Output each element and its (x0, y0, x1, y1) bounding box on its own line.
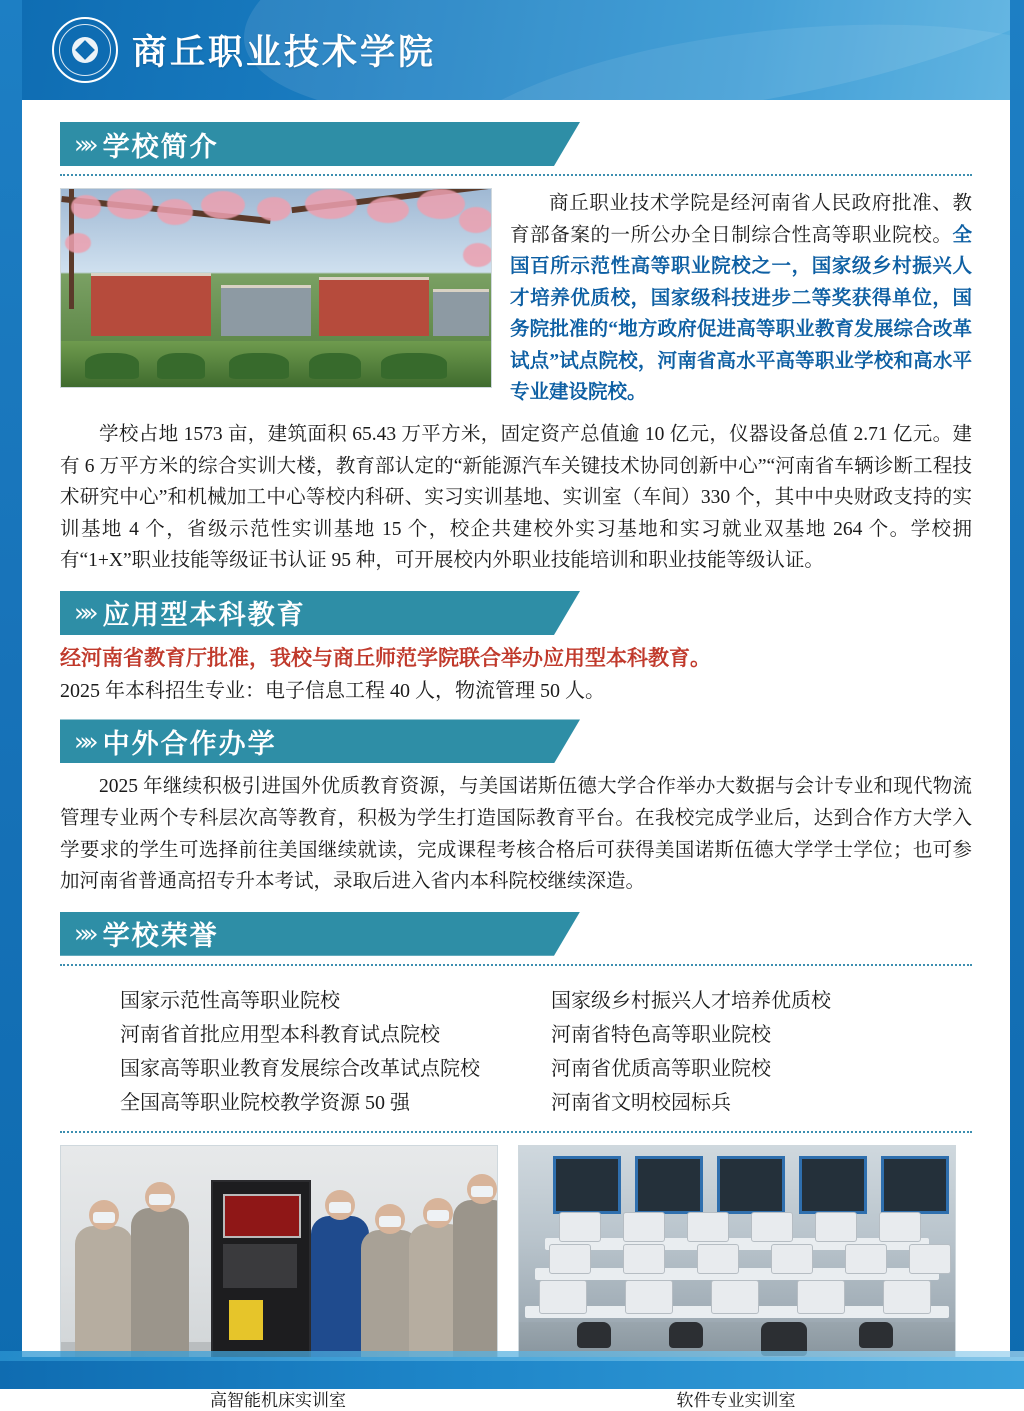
double-chevron-right-icon: »» (74, 726, 93, 756)
double-chevron-right-icon: »» (74, 129, 93, 159)
section-heading-honors (60, 912, 972, 956)
undergraduate-detail: 2025 年本科招生专业：电子信息工程 40 人，物流管理 50 人。 (60, 680, 605, 703)
photo-caption: 高智能机床实训室 (210, 1390, 346, 1410)
section-heading-intro (60, 122, 972, 166)
list-item: 河南省文明校园标兵 (551, 1091, 731, 1114)
software-lab-photo (518, 1145, 956, 1377)
intro-paragraph-2: 学校占地 1573 亩，建筑面积 65.43 万平方米，固定资产总值逾 10 亿元，仪器设备总值 2.71 亿元。建有 6 万平方米的综合实训大楼，教育部认定的“新能源汽车关键技术协同创新中心”“河南省车辆诊断工程技术研究中心”和机械加工中心等校内科研、实习实训基地、实训室（车间）330 个，其中中央财政支持的实训基地 4 个，省级示范性实训基地 15 个，校企共建校外实习基地和实习就业双基地 264 个。学校拥有“1+X”职业技能等级证书认证 95 种，可开展校内外职业技能培训和职业技能等级认证。 (60, 424, 972, 572)
section-title-undergraduate: 应用型本科教育 (102, 600, 306, 632)
list-item: 国家示范性高等职业院校 (120, 989, 340, 1012)
left-blue-border (0, 0, 22, 1389)
school-emblem-icon (52, 17, 118, 83)
right-blue-border (1010, 0, 1024, 1389)
section-heading-cooperation (60, 719, 972, 763)
list-item: 全国高等职业院校教学资源 50 强 (120, 1091, 410, 1114)
photo-caption: 软件专业实训室 (676, 1390, 796, 1410)
list-item: 河南省首批应用型本科教育试点院校 (120, 1023, 440, 1046)
section-title-intro: 学校简介 (102, 131, 219, 163)
page-header (0, 0, 1024, 100)
double-chevron-right-icon: »» (74, 598, 93, 628)
list-item: 河南省特色高等职业院校 (551, 1023, 771, 1046)
honors-list (60, 978, 972, 1125)
section-title-honors: 学校荣誉 (102, 921, 219, 953)
school-name: 商丘职业技术学院 (132, 32, 437, 73)
divider-dotted (60, 964, 972, 966)
bottom-blue-band (0, 1357, 1024, 1389)
intro-text-highlight: 全国百所示范性高等职业院校之一，国家级乡村振兴人才培养优质校，国家级科技进步二等奖获得单位，国务院批准的“地方政府促进高等职业教育发展综合改革试点”试点院校，河南省高水平高等职业学校和高水平专业建设院校。 (510, 224, 972, 404)
intro-paragraph (510, 188, 972, 409)
intro-text-plain: 商丘职业技术学院是经河南省人民政府批准、教育部备案的一所公办全日制综合性高等职业院校。 (510, 193, 972, 246)
double-chevron-right-icon: »» (74, 919, 93, 949)
campus-photo (60, 188, 492, 388)
list-item: 国家级乡村振兴人才培养优质校 (551, 989, 831, 1012)
list-item: 国家高等职业教育发展综合改革试点院校 (120, 1057, 480, 1080)
undergraduate-lead: 经河南省教育厅批准，我校与商丘师范学院联合举办应用型本科教育。 (60, 645, 711, 670)
section-heading-undergraduate (60, 591, 972, 635)
list-item: 河南省优质高等职业院校 (551, 1057, 771, 1080)
divider-dotted (60, 1131, 972, 1133)
machine-lab-photo (60, 1145, 498, 1377)
cooperation-paragraph: 2025 年继续积极引进国外优质教育资源，与美国诺斯伍德大学合作举办大数据与会计专业和现代物流管理专业两个专科层次高等教育，积极为学生打造国际教育平台。在我校完成学业后，达到合作方大学入学要求的学生可选择前往美国继续就读，完成课程考核合格后可获得美国诺斯伍德大学学士学位；也可参加河南省普通高招专升本考试，录取后进入省内本科院校继续深造。 (60, 776, 972, 893)
section-title-cooperation: 中外合作办学 (102, 728, 277, 760)
divider-dotted (60, 174, 972, 176)
page-content (22, 100, 1010, 1410)
